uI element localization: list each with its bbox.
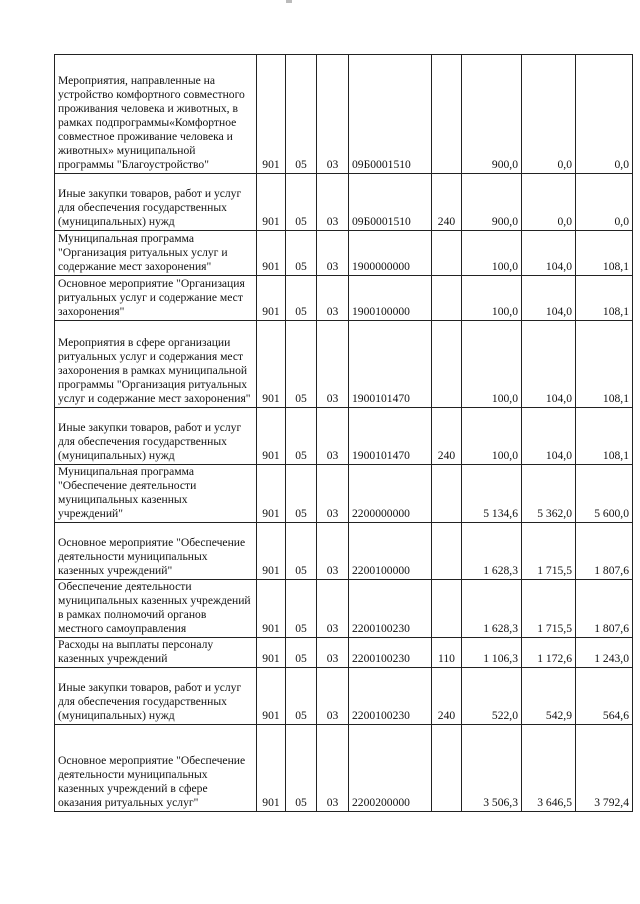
grbs-code: 901	[257, 725, 286, 812]
amount-year-3: 5 600,0	[576, 465, 633, 523]
expense-name: Иные закупки товаров, работ и услуг для обеспечения государственных (муниципальных) нужд	[55, 174, 257, 231]
subsection-code: 03	[317, 231, 349, 276]
section-code: 05	[286, 580, 317, 638]
target-article-code: 09Б0001510	[349, 174, 432, 231]
subsection-code: 03	[317, 321, 349, 408]
amount-year-1: 5 134,6	[462, 465, 522, 523]
amount-year-1: 100,0	[462, 408, 522, 465]
expense-type-code	[432, 321, 462, 408]
section-code: 05	[286, 276, 317, 321]
amount-year-1: 100,0	[462, 231, 522, 276]
amount-year-3: 564,6	[576, 668, 633, 725]
amount-year-1: 100,0	[462, 276, 522, 321]
subsection-code: 03	[317, 276, 349, 321]
grbs-code: 901	[257, 174, 286, 231]
subsection-code: 03	[317, 408, 349, 465]
amount-year-2: 1 172,6	[522, 638, 576, 668]
amount-year-3: 1 243,0	[576, 638, 633, 668]
table-row	[55, 55, 633, 174]
amount-year-3: 1 807,6	[576, 580, 633, 638]
grbs-code: 901	[257, 580, 286, 638]
grbs-code: 901	[257, 638, 286, 668]
target-article-code: 2200100230	[349, 668, 432, 725]
target-article-code: 2200000000	[349, 465, 432, 523]
amount-year-3: 108,1	[576, 321, 633, 408]
grbs-code: 901	[257, 231, 286, 276]
amount-year-2: 104,0	[522, 321, 576, 408]
expense-type-code	[432, 276, 462, 321]
expense-type-code	[432, 231, 462, 276]
page-number-mark	[286, 0, 292, 3]
expense-name: Мероприятия, направленные на устройство комфортного совместного проживания человека и животных, в рамках подпрограммы«Комфортное совместное проживание человека и животных» муниципальной программы "Благоустройство"	[55, 55, 257, 174]
table-row	[55, 668, 633, 725]
amount-year-2: 5 362,0	[522, 465, 576, 523]
grbs-code: 901	[257, 276, 286, 321]
expense-type-code	[432, 55, 462, 174]
amount-year-1: 900,0	[462, 55, 522, 174]
table-row	[55, 321, 633, 408]
table-row	[55, 231, 633, 276]
target-article-code: 2200100230	[349, 638, 432, 668]
section-code: 05	[286, 174, 317, 231]
expense-name: Мероприятия в сфере организации ритуальных услуг и содержания мест захоронения в рамках муниципальной программы "Организация ритуальных услуг и содержание мест захоронения"	[55, 321, 257, 408]
table-row	[55, 465, 633, 523]
expense-name: Основное мероприятие "Обеспечение деятельности муниципальных казенных учреждений"	[55, 523, 257, 580]
amount-year-3: 108,1	[576, 408, 633, 465]
table-row	[55, 725, 633, 812]
target-article-code: 2200200000	[349, 725, 432, 812]
grbs-code: 901	[257, 523, 286, 580]
expense-name: Муниципальная программа "Организация ритуальных услуг и содержание мест захоронения"	[55, 231, 257, 276]
amount-year-1: 900,0	[462, 174, 522, 231]
expense-type-code	[432, 465, 462, 523]
table-row	[55, 276, 633, 321]
section-code: 05	[286, 465, 317, 523]
amount-year-2: 0,0	[522, 174, 576, 231]
subsection-code: 03	[317, 668, 349, 725]
section-code: 05	[286, 638, 317, 668]
amount-year-2: 542,9	[522, 668, 576, 725]
section-code: 05	[286, 725, 317, 812]
amount-year-3: 3 792,4	[576, 725, 633, 812]
amount-year-1: 100,0	[462, 321, 522, 408]
expense-name: Расходы на выплаты персоналу казенных учреждений	[55, 638, 257, 668]
expense-type-code: 110	[432, 638, 462, 668]
grbs-code: 901	[257, 55, 286, 174]
amount-year-1: 1 628,3	[462, 580, 522, 638]
amount-year-3: 1 807,6	[576, 523, 633, 580]
target-article-code: 2200100000	[349, 523, 432, 580]
target-article-code: 1900000000	[349, 231, 432, 276]
amount-year-2: 0,0	[522, 55, 576, 174]
section-code: 05	[286, 408, 317, 465]
target-article-code: 2200100230	[349, 580, 432, 638]
section-code: 05	[286, 321, 317, 408]
expense-type-code	[432, 580, 462, 638]
target-article-code: 1900101470	[349, 321, 432, 408]
amount-year-2: 104,0	[522, 408, 576, 465]
subsection-code: 03	[317, 580, 349, 638]
expense-name: Муниципальная программа "Обеспечение деятельности муниципальных казенных учреждений"	[55, 465, 257, 523]
expense-type-code: 240	[432, 668, 462, 725]
amount-year-3: 0,0	[576, 55, 633, 174]
grbs-code: 901	[257, 668, 286, 725]
target-article-code: 09Б0001510	[349, 55, 432, 174]
expense-name: Иные закупки товаров, работ и услуг для обеспечения государственных (муниципальных) нужд	[55, 668, 257, 725]
target-article-code: 1900100000	[349, 276, 432, 321]
grbs-code: 901	[257, 408, 286, 465]
expense-name: Основное мероприятие "Организация ритуальных услуг и содержание мест захоронения"	[55, 276, 257, 321]
subsection-code: 03	[317, 523, 349, 580]
expense-name: Иные закупки товаров, работ и услуг для обеспечения государственных (муниципальных) нужд	[55, 408, 257, 465]
table-row	[55, 580, 633, 638]
subsection-code: 03	[317, 174, 349, 231]
section-code: 05	[286, 668, 317, 725]
section-code: 05	[286, 523, 317, 580]
expense-type-code	[432, 725, 462, 812]
expense-name: Обеспечение деятельности муниципальных казенных учреждений в рамках полномочий органов местного самоуправления	[55, 580, 257, 638]
subsection-code: 03	[317, 725, 349, 812]
amount-year-2: 3 646,5	[522, 725, 576, 812]
amount-year-3: 0,0	[576, 174, 633, 231]
amount-year-1: 522,0	[462, 668, 522, 725]
table-row	[55, 523, 633, 580]
amount-year-3: 108,1	[576, 276, 633, 321]
section-code: 05	[286, 55, 317, 174]
expense-type-code: 240	[432, 174, 462, 231]
amount-year-1: 1 628,3	[462, 523, 522, 580]
amount-year-2: 1 715,5	[522, 523, 576, 580]
grbs-code: 901	[257, 321, 286, 408]
amount-year-1: 1 106,3	[462, 638, 522, 668]
amount-year-2: 104,0	[522, 276, 576, 321]
grbs-code: 901	[257, 465, 286, 523]
section-code: 05	[286, 231, 317, 276]
subsection-code: 03	[317, 638, 349, 668]
target-article-code: 1900101470	[349, 408, 432, 465]
table-row	[55, 638, 633, 668]
amount-year-1: 3 506,3	[462, 725, 522, 812]
table-row	[55, 408, 633, 465]
amount-year-3: 108,1	[576, 231, 633, 276]
amount-year-2: 1 715,5	[522, 580, 576, 638]
table-row	[55, 174, 633, 231]
budget-table	[54, 54, 633, 812]
amount-year-2: 104,0	[522, 231, 576, 276]
expense-type-code	[432, 523, 462, 580]
expense-type-code: 240	[432, 408, 462, 465]
subsection-code: 03	[317, 465, 349, 523]
subsection-code: 03	[317, 55, 349, 174]
expense-name: Основное мероприятие "Обеспечение деятельности муниципальных казенных учреждений в сфере оказания ритуальных услуг"	[55, 725, 257, 812]
